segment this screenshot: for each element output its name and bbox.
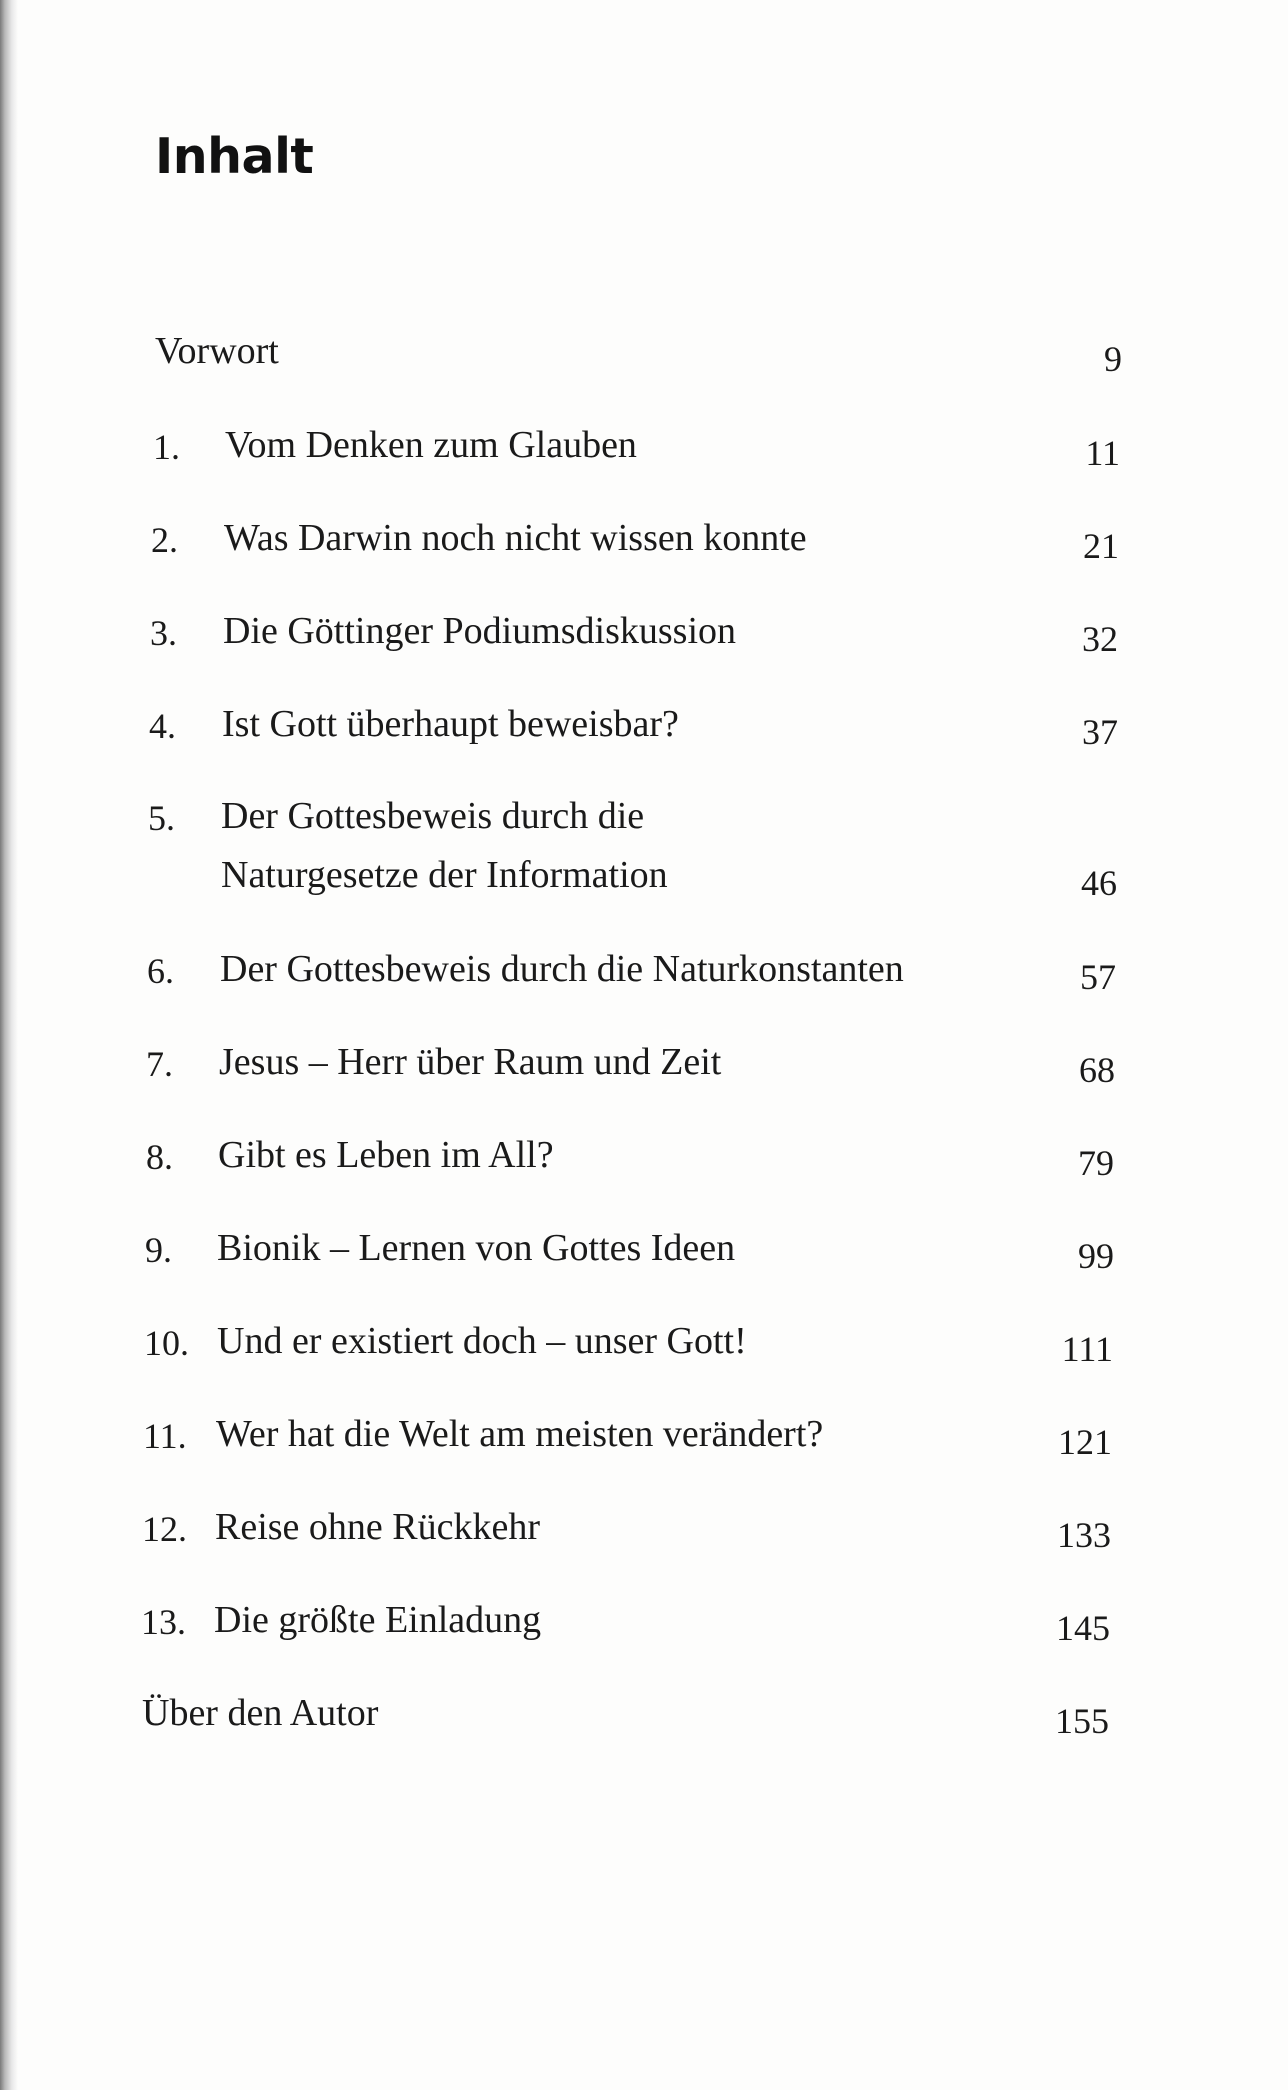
chapter-number: 1. bbox=[153, 427, 180, 467]
chapter-title: Was Darwin noch nicht wissen konnte bbox=[224, 517, 807, 559]
chapter-page: 68 bbox=[1079, 1050, 1115, 1090]
toc-entry-foreword-page: 9 bbox=[1104, 339, 1122, 379]
chapter-title: Bionik – Lernen von Gottes Ideen bbox=[217, 1227, 736, 1269]
chapter-title: Ist Gott überhaupt beweisbar? bbox=[222, 703, 679, 745]
chapter-page: 133 bbox=[1057, 1515, 1111, 1555]
chapter-number: 3. bbox=[150, 613, 177, 653]
chapter-title: Die Göttinger Podiumsdiskussion bbox=[223, 610, 737, 652]
chapter-page: 32 bbox=[1082, 619, 1118, 659]
chapter-number: 9. bbox=[145, 1230, 172, 1270]
chapter-number: 4. bbox=[149, 706, 176, 746]
chapter-number: 6. bbox=[147, 951, 174, 991]
toc-entry-foreword-title: Vorwort bbox=[155, 330, 279, 372]
chapter-page: 121 bbox=[1058, 1422, 1112, 1462]
chapter-title: Reise ohne Rückkehr bbox=[215, 1506, 541, 1548]
chapter-number: 7. bbox=[146, 1044, 173, 1084]
chapter-number: 8. bbox=[146, 1137, 173, 1177]
chapter-title: Die größte Einladung bbox=[214, 1599, 542, 1641]
chapter-number: 12. bbox=[142, 1509, 187, 1549]
chapter-page: 21 bbox=[1083, 526, 1119, 566]
chapter-number: 11. bbox=[143, 1416, 187, 1456]
chapter-page: 145 bbox=[1056, 1608, 1110, 1648]
chapter-page: 37 bbox=[1082, 712, 1118, 752]
chapter-title: Vom Denken zum Glauben bbox=[225, 424, 637, 466]
chapter-page: 57 bbox=[1080, 957, 1116, 997]
chapter-title: Und er existiert doch – unser Gott! bbox=[217, 1320, 747, 1362]
chapter-page: 46 bbox=[1081, 863, 1117, 903]
chapter-number: 13. bbox=[141, 1602, 186, 1642]
chapter-title-line-1: Der Gottesbeweis durch die bbox=[221, 795, 645, 837]
chapter-page: 79 bbox=[1078, 1143, 1114, 1183]
chapter-title: Gibt es Leben im All? bbox=[218, 1134, 554, 1176]
chapter-number: 5. bbox=[148, 798, 175, 838]
chapter-page: 11 bbox=[1085, 433, 1120, 473]
chapter-number: 10. bbox=[144, 1323, 189, 1363]
toc-entry-about-author-title: Über den Autor bbox=[142, 1692, 379, 1734]
chapter-page: 111 bbox=[1061, 1329, 1113, 1369]
chapter-title-line-2: Naturgesetze der Information bbox=[221, 854, 668, 896]
chapter-title: Der Gottesbeweis durch die Naturkonstanten bbox=[220, 948, 904, 990]
chapter-title: Jesus – Herr über Raum und Zeit bbox=[219, 1041, 722, 1083]
toc-entry-about-author-page: 155 bbox=[1055, 1701, 1109, 1741]
chapter-number: 2. bbox=[151, 520, 178, 560]
chapter-page: 99 bbox=[1078, 1236, 1114, 1276]
page-title: Inhalt bbox=[155, 128, 314, 185]
chapter-title: Wer hat die Welt am meisten verändert? bbox=[216, 1413, 824, 1455]
